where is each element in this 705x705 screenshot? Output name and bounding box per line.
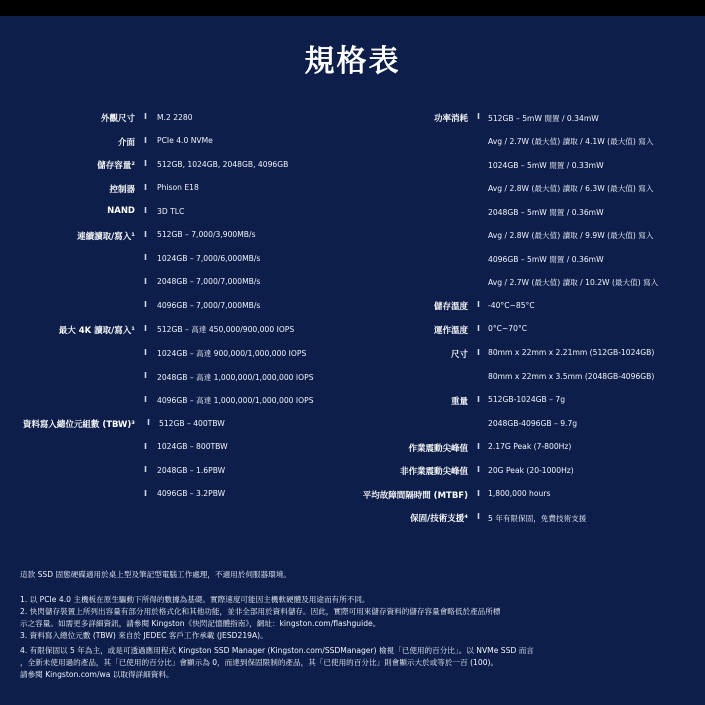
spec-label: 資料寫入總位元組數 (TBW)³ bbox=[22, 420, 135, 431]
footnote-line: 3. 資料寫入總位元數 (TBW) 來自於 JEDEC 客戶工作承載 (JESD219A)。 bbox=[20, 631, 268, 640]
spec-label: 最大 4K 讀取/寫入¹ bbox=[58, 325, 135, 336]
spec-value: 3D TLC bbox=[157, 206, 185, 216]
spec-label: 平均故障間隔時間 (MTBF) bbox=[362, 490, 468, 501]
separator: I bbox=[144, 182, 147, 192]
spec-label: 控制器 bbox=[109, 184, 135, 195]
spec-value: Phison E18 bbox=[157, 183, 199, 193]
spec-label: 介面 bbox=[117, 137, 135, 148]
separator: I bbox=[477, 323, 480, 333]
spec-value: Avg / 2.8W (最大值) 讀取 / 9.9W (最大值) 寫入 bbox=[488, 231, 654, 241]
spec-value: 2048GB-4096GB – 9.7g bbox=[488, 418, 578, 428]
spec-value: 1024GB – 高達 900,000/1,000,000 IOPS bbox=[157, 349, 307, 358]
footnote-line: 這款 SSD 固態硬碟適用於桌上型及筆記型電腦工作處理，不適用於伺服器環境。 bbox=[20, 570, 291, 579]
separator: I bbox=[477, 465, 480, 475]
spec-value: 2048GB – 7,000/7,000MB/s bbox=[157, 277, 261, 287]
spec-value: 512GB, 1024GB, 2048GB, 4096GB bbox=[157, 159, 289, 169]
spec-value: 5 年有限保固，免費技術支援 bbox=[488, 513, 587, 523]
spec-value: 20G Peak (20-1000Hz) bbox=[488, 465, 574, 475]
separator: I bbox=[477, 347, 480, 357]
separator: I bbox=[477, 512, 480, 522]
separator: I bbox=[144, 394, 147, 404]
footnote-line: 1. 以 PCIe 4.0 主機板在原生驅動下所得的數據為基礎。實際速度可能因主機軟硬體及用途而有所不同。 bbox=[20, 595, 370, 604]
separator: I bbox=[144, 276, 147, 286]
separator: I bbox=[144, 206, 147, 216]
spec-label: 作業震動尖峰值 bbox=[408, 443, 468, 454]
separator: I bbox=[144, 229, 147, 239]
spec-label: 連續讀取/寫入¹ bbox=[77, 231, 135, 242]
spec-value: Avg / 2.8W (最大值) 讀取 / 6.3W (最大值) 寫入 bbox=[488, 184, 654, 194]
spec-label: 外觀尺寸 bbox=[100, 114, 135, 124]
spec-value: 80mm x 22mm x 3.5mm (2048GB-4096GB) bbox=[488, 371, 655, 381]
spec-value: M.2 2280 bbox=[157, 112, 193, 122]
spec-value: 1024GB – 7,000/6,000MB/s bbox=[157, 253, 261, 263]
spec-value: 2048GB – 5mW 閒置 / 0.36mW bbox=[488, 207, 604, 217]
top-bar bbox=[0, 0, 705, 16]
separator: I bbox=[144, 135, 147, 145]
spec-value: 0°C~70°C bbox=[488, 324, 528, 334]
separator: I bbox=[477, 112, 480, 121]
separator: I bbox=[144, 300, 147, 310]
spec-label: 保固/技術支援⁴ bbox=[410, 514, 468, 525]
spec-value: Avg / 2.7W (最大值) 讀取 / 4.1W (最大值) 寫入 bbox=[488, 137, 654, 147]
spec-label: 儲存容量² bbox=[97, 161, 135, 172]
separator: I bbox=[144, 465, 147, 475]
spec-value: 512GB – 5mW 閒置 / 0.34mW bbox=[488, 113, 599, 123]
spec-value: 2048GB – 高達 1,000,000/1,000,000 IOPS bbox=[157, 372, 314, 382]
spec-label: 非作業震動尖峰值 bbox=[399, 467, 468, 478]
spec-value: 4096GB – 3.2PBW bbox=[157, 489, 226, 499]
separator: I bbox=[477, 441, 480, 451]
spec-value: 512GB – 7,000/3,900MB/s bbox=[157, 230, 256, 240]
spec-value: 512GB – 高達 450,000/900,000 IOPS bbox=[157, 325, 295, 335]
separator: I bbox=[144, 112, 147, 121]
spec-value: 2.17G Peak (7-800Hz) bbox=[488, 442, 572, 452]
spec-value: 512GB – 400TBW bbox=[159, 418, 225, 428]
spec-value: 4096GB – 7,000/7,000MB/s bbox=[157, 300, 261, 310]
separator: I bbox=[144, 323, 147, 333]
spec-value: PCIe 4.0 NVMe bbox=[157, 136, 213, 146]
spec-value: 1,800,000 hours bbox=[488, 489, 551, 499]
spec-value: 512GB-1024GB – 7g bbox=[488, 395, 566, 405]
spec-label: 重量 bbox=[450, 396, 468, 407]
footnote-line: 請參閱 Kingston.com/wa 以取得詳細資料。 bbox=[20, 670, 174, 679]
separator: I bbox=[477, 300, 480, 310]
spec-value: 2048GB – 1.6PBW bbox=[157, 465, 226, 475]
spec-label: 儲存溫度 bbox=[433, 302, 468, 313]
separator: I bbox=[147, 418, 150, 428]
spec-value: -40°C~85°C bbox=[488, 300, 535, 310]
separator: I bbox=[477, 394, 480, 404]
spec-value: 80mm x 22mm x 2.21mm (512GB-1024GB) bbox=[488, 348, 655, 357]
separator: I bbox=[144, 159, 147, 169]
footnote-line: ，全新未使用過的產品，其「已使用的百分比」會顯示為 0，而達到保固限制的產品，其「已使用的百分比」則會顯示大於或等於一百 (100)。 bbox=[20, 658, 499, 667]
separator: I bbox=[477, 488, 480, 498]
spec-value: 1024GB – 800TBW bbox=[157, 442, 228, 452]
separator: I bbox=[144, 488, 147, 498]
footnote-line: 示之容量。如需更多詳細資訊，請參閱 Kingston《快閃記憶體指南》，網址：kingston.com/flashguide。 bbox=[20, 619, 381, 628]
spec-value: 4096GB – 5mW 閒置 / 0.36mW bbox=[488, 254, 604, 264]
spec-value: 1024GB – 5mW 閒置 / 0.33mW bbox=[488, 160, 604, 170]
spec-label: 運作溫度 bbox=[433, 325, 468, 336]
footnote-line: 4. 有限保固以 5 年為主，或是可透過應用程式 Kingston SSD Manager (Kingston.com/SSDManager) 檢視「已使用的百分比」。以 NVMe SSD 而言 bbox=[20, 646, 534, 655]
separator: I bbox=[144, 441, 147, 451]
spec-value: 4096GB – 高達 1,000,000/1,000,000 IOPS bbox=[157, 396, 314, 406]
separator: I bbox=[144, 347, 147, 357]
spec-label: NAND bbox=[107, 206, 135, 217]
spec-value: Avg / 2.7W (最大值) 讀取 / 10.2W (最大值) 寫入 bbox=[488, 278, 659, 288]
separator: I bbox=[144, 371, 147, 381]
spec-label: 尺寸 bbox=[450, 349, 468, 360]
footnote-line: 2. 快閃儲存裝置上所列出容量有部分用於格式化和其他功能，並非全部用於資料儲存。因此，實際可用來儲存資料的儲存容量會略低於產品所標 bbox=[20, 607, 501, 616]
spec-label: 功率消耗 bbox=[433, 114, 468, 124]
separator: I bbox=[144, 253, 147, 263]
page-title: 規格表 bbox=[304, 44, 401, 79]
